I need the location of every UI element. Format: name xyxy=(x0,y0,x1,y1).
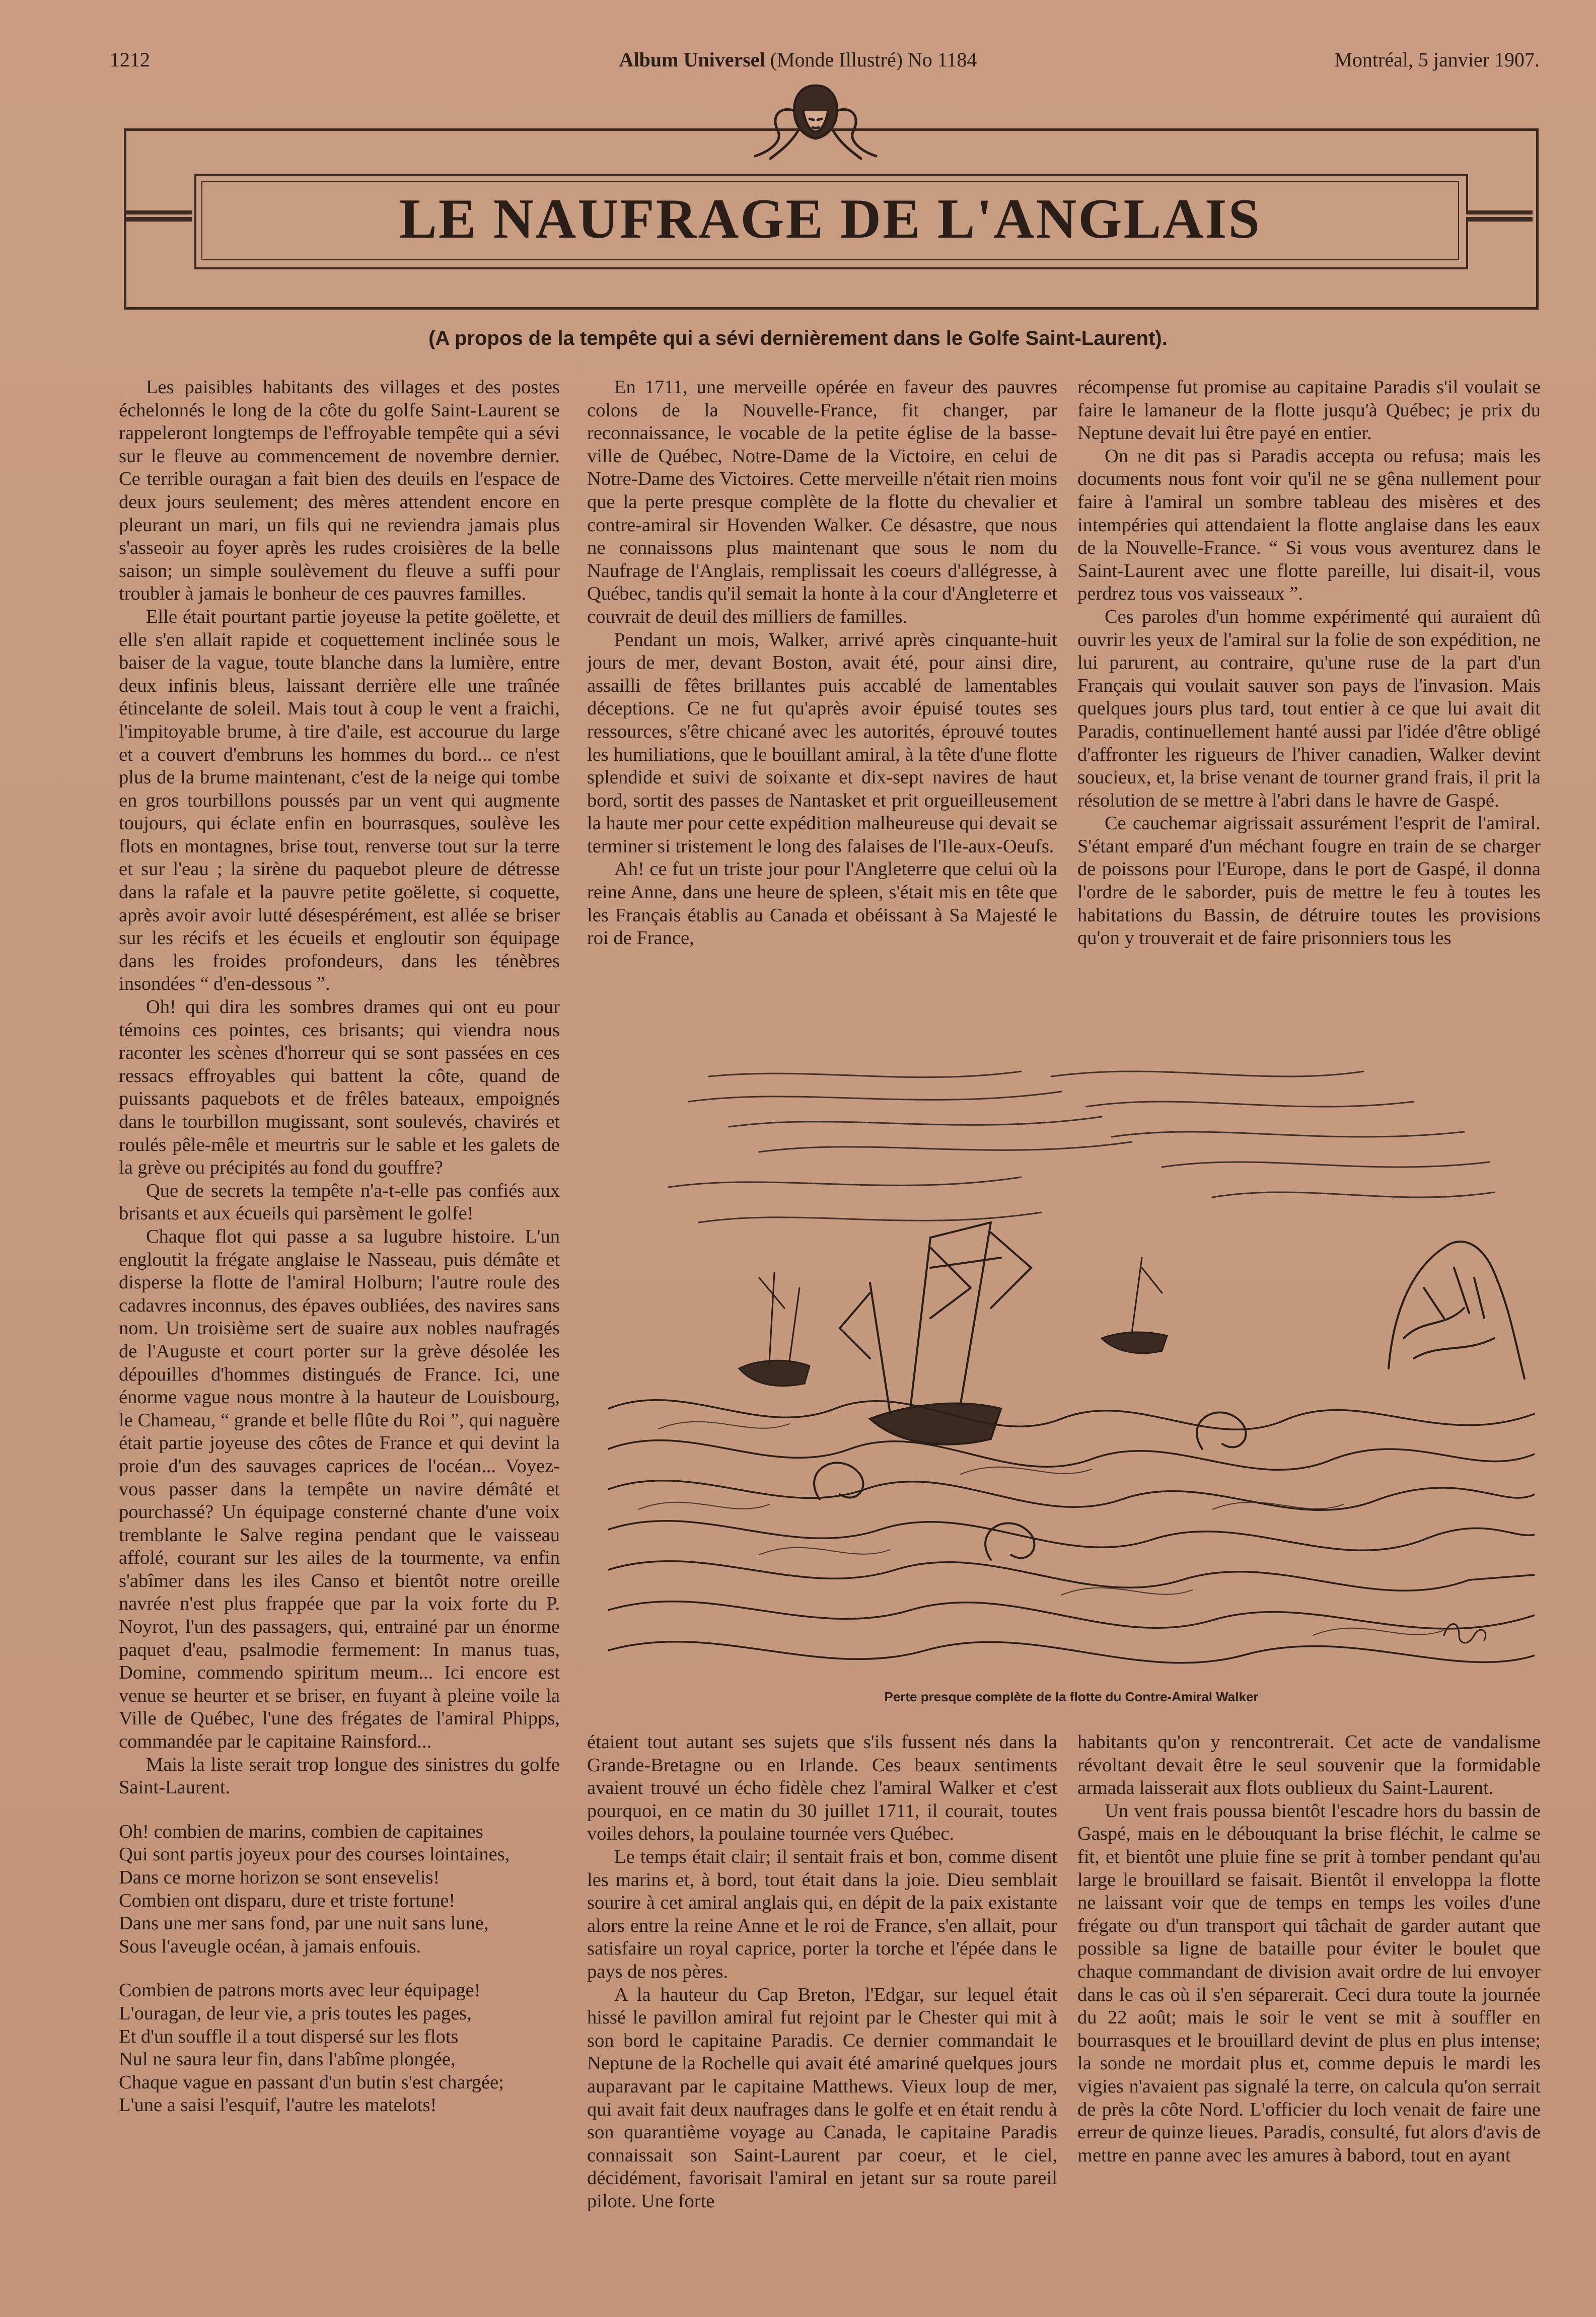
frame-bar-left xyxy=(126,210,192,222)
poem-line: Qui sont partis joyeux pour des courses lointaines, xyxy=(119,1844,510,1865)
page-number: 1212 xyxy=(110,48,150,71)
paragraph: étaient tout autant ses sujets que s'ils fussent nés dans la Grande-Bretagne ou en Irlande. Ces beaux sentiments avaient trouvé un écho fidèle chez l'amiral Walker et c'est pourquoi, en ce matin du 30 juillet 1711, il courait, toutes voiles dehors, la poulaine tournée vers Québec. xyxy=(587,1731,1057,1845)
text-column-2-continued xyxy=(587,1731,1057,2213)
poem-line: Chaque vague en passant d'un butin s'est chargée; xyxy=(119,2071,504,2093)
paragraph: Un vent frais poussa bientôt l'escadre hors du bassin de Gaspé, mais en le débouquant la brise fléchit, le calme se fit, et bientôt une pluie fine se prit à tomber pendant qu'au large le brouillard se faisait. Bientôt il enveloppa la flotte ne laissant voir que de temps en temps les voiles d'une frégate ou d'un transport qui tâchait de garder autant que possible sa ligne de bataille pour éviter le boulet que chaque commandant de division avait ordre de lui envoyer dans le cas où il s'en séparerait. Ceci dura toute la journée du 22 août; mais le soir le vent se mit à souffler en bourrasques et le brouillard devint de plus en plus intense; la sonde ne mordait plus et, comme depuis le mardi les vigies n'avaient pas signalé la terre, on calcula qu'on serrait de près la côte Nord. L'officier du loch venait de faire une erreur de quinze lieues. Paradis, consulté, fut alors d'avis de mettre en panne avec les amures à babord, tout en ayant xyxy=(1077,1800,1541,2166)
poem-line: Combien ont disparu, dure et triste fortune! xyxy=(119,1890,456,1911)
issue-date: Montréal, 5 janvier 1907. xyxy=(1334,48,1540,71)
paragraph: Ces paroles d'un homme expérimenté qui auraient dû ouvrir les yeux de l'amiral sur la folie de son expédition, ne lui parurent, au contraire, qu'une ruse de la part d'un Français qui voulait sauver son pays de l'invasion. Mais quelques jours plus tard, tout entier à ce que lui avait dit Paradis, continuellement hanté aussi par l'idée d'être obligé d'affronter les rigueurs de l'hiver canadien, Walker devint soucieux, et, la brise venant de tourner grand frais, il prit la résolution de se mettre à l'abri dans le havre de Gaspé. xyxy=(1077,606,1541,811)
paragraph: Elle était pourtant partie joyeuse la petite goëlette, et elle s'en allait rapide et coquettement inclinée sous le baiser de la vague, toute blanche dans la lumière, entre deux infinis bleus, laissant derrière elle une traînée étincelante de soleil. Mais tout à coup le vent a fraichi, l'impitoyable brume, à tire d'aile, est accourue du large et a couvert d'embruns les hommes du bord... ce n'est plus de la brume maintenant, c'est de la neige qui tombe en gros tourbillons poussés par un vent qui augmente toujours, qui éclate enfin en bourrasques, soulève les flots en montagnes, brise tout, renverse tout sur la terre et sur l'eau ; la sirène du paquebot pleure de détresse dans la rafale et la pauvre petite goëlette, si coquette, après avoir avoir lutté désespérément, est allée se briser sur les récifs et les écueils et engloutir son équipage dans les froides profondeurs, dans les ténèbres insondées “ d'en-dessous ”. xyxy=(119,606,560,995)
paragraph: Les paisibles habitants des villages et des postes échelonnés le long de la côte du golfe Saint-Laurent se rappeleront longtemps de l'effroyable tempête qui a sévi sur le fleuve au commencement de novembre dernier. Ce terrible ouragan a fait bien des deuils en l'espace de deux jours seulement; des mères attendent encore en pleurant un mari, un fils qui ne reviendra jamais plus s'asseoir au foyer après les rudes croisières de la belle saison; un simple soulèvement du fleuve a suffi pour troubler à jamais le bonheur de ces pauvres familles. xyxy=(119,377,560,605)
paragraph: Que de secrets la tempête n'a-t-elle pas confiés aux brisants et aux écueils qui parsèment le golfe! xyxy=(119,1180,560,1224)
paragraph: Mais la liste serait trop longue des sinistres du golfe Saint-Laurent. xyxy=(119,1754,560,1798)
publication-note: (Monde Illustré) xyxy=(770,48,903,71)
text-column-2 xyxy=(587,376,1057,950)
poem-line: Oh! combien de marins, combien de capitaines xyxy=(119,1821,483,1842)
paragraph: Le temps était clair; il sentait frais et bon, comme disent les marins et, à bord, tout était dans la joie. Dieu semblait sourire à cet amiral anglais qui, en dépit de la paix existante alors entre la reine Anne et le roi de France, s'en allait, pour satisfaire un royal caprice, porter la torche et l'épée dans le pays de nos pères. xyxy=(587,1846,1057,1982)
poem-line: Nul ne saura leur fin, dans l'abîme plongée, xyxy=(119,2049,456,2070)
paragraph: On ne dit pas si Paradis accepta ou refusa; mais les documents nous font voir qu'il ne se gêna nullement pour faire à l'amiral un sombre tableau des misères et des intempéries qui attendaient la flotte anglaise dans les eaux de la Nouvelle-France. “ Si vous vous aventurez dans le Saint-Laurent avec une flotte pareille, lui disait-il, vous perdrez tous vos vaisseaux ”. xyxy=(1077,445,1541,605)
paragraph: En 1711, une merveille opérée en faveur des pauvres colons de la Nouvelle-France, fit changer, par reconnaissance, le vocable de la petite église de la basse-ville de Québec, Notre-Dame de la Victoire, en celui de Notre-Dame des Victoires. Cette merveille n'était rien moins que la perte presque complète de la flotte du chevalier et contre-amiral sir Hovenden Walker. Ce désastre, que nous ne connaissons plus maintenant que sous le nom du Naufrage de l'Anglais, remplissait les coeurs d'allégresse, à Québec, tandis qu'il semait la honte à la cour d'Angleterre et couvrait de deuil des milliers de familles. xyxy=(587,377,1057,627)
poem-line: L'ouragan, de leur vie, a pris toutes les pages, xyxy=(119,2002,472,2024)
frame-bar-right xyxy=(1466,210,1533,222)
paragraph: Pendant un mois, Walker, arrivé après cinquante-huit jours de mer, devant Boston, avait été, pour ainsi dire, assailli de fêtes brillantes puis accablé de lamentables déceptions. Ce ne fut qu'après avoir épuisé toutes ses ressources, s'être chicané avec les autorités, éprouvé toutes les humiliations, que le bouillant amiral, à la tête d'une flotte splendide et suivi de soixante et dix-sept navires de haut bord, sortit des passes de Nantasket et prit orgueilleusement la haute mer pour cette expédition malheureuse qui devait se terminer si tristement le long des falaises de l'Ile-aux-Oeufs. xyxy=(587,629,1057,857)
paragraph: habitants qu'on y rencontrerait. Cet acte de vandalisme révoltant devait être le seul souvenir que la formidable armada laisserait aux flots oublieux du Saint-Laurent. xyxy=(1077,1731,1541,1799)
text-column-1 xyxy=(119,376,560,2117)
poem-line: Sous l'aveugle océan, à jamais enfouis. xyxy=(119,1935,421,1957)
paragraph: Oh! qui dira les sombres drames qui ont eu pour témoins ces pointes, ces brisants; qui viendra nous raconter les scènes d'horreur qui se sont passées en ces ressacs effroyables qui battent la côte, quand de puissants paquebots et de frêles bateaux, empoignés dans le tourbillon mugissant, sont soulevés, chavirés et roulés pêle-mêle et meurtris sur le sable et les galets de la grève ou précipités au fond du gouffre? xyxy=(119,996,560,1179)
woman-head-ornament-icon xyxy=(750,76,881,164)
text-column-3 xyxy=(1077,376,1541,950)
poem-line: L'une a saisi l'esquif, l'autre les matelots! xyxy=(119,2094,437,2116)
text-column-3-continued xyxy=(1077,1731,1541,2167)
poem-stanza-2 xyxy=(119,1979,560,2117)
poem-line: Dans une mer sans fond, par une nuit sans lune, xyxy=(119,1913,489,1934)
poem-line: Et d'un souffle il a tout dispersé sur les flots xyxy=(119,2025,459,2047)
paragraph: Ah! ce fut un triste jour pour l'Angleterre que celui où la reine Anne, dans une heure de spleen, s'était mis en tête que les Français établis au Canada et obéissant à Sa Majesté le roi de France, xyxy=(587,858,1057,949)
article-subtitle: (A propos de la tempête qui a sévi dernièrement dans le Golfe Saint-Laurent). xyxy=(428,327,1168,349)
publication-name: Album Universel xyxy=(619,48,765,71)
illustration-caption: Perte presque complète de la flotte du Contre-Amiral Walker xyxy=(884,1689,1259,1704)
storm-shipwreck-illustration-icon xyxy=(608,1056,1535,1684)
issue-number: No 1184 xyxy=(907,48,977,71)
article-headline: LE NAUFRAGE DE L'ANGLAIS xyxy=(399,188,1261,250)
poem-line: Dans ce morne horizon se sont ensevelis! xyxy=(119,1867,440,1888)
paragraph: Chaque flot qui passe a sa lugubre histoire. L'un engloutit la frégate anglaise le Nasseau, puis démâte et disperse la flotte de l'amiral Holburn; l'autre roule des cadavres inconnus, des épaves oubliées, des navires sans nom. Un troisième sert de suaire aux nobles naufragés de l'Auguste et court porter sur la grève désolée les dépouilles d'hommes distingués de France. Ici, une énorme vague nous montre à la hauteur de Louisbourg, le Chameau, “ grande et belle flûte du Roi ”, qui naguère était partie joyeuse des côtes de France et qui devint la proie d'un des sauvages caprices de l'océan... Voyez-vous passer dans la tempête un navire démâté et pourchassé? Un équipage consterné chante d'une voix tremblante le Salve regina pendant que le vaisseau affolé, courant sur les ailes de la tourmente, va enfin s'abîmer dans les iles Canso et bientôt notre oreille navrée n'est plus frappée que par la voix forte du P. Noyrot, l'un des passagers, qui, entrainé par un énorme paquet d'eau, psalmodie fermement: In manus tuas, Domine, commendo spiritum meum... Ici encore est venue se heurter et se briser, en fuyant à pleine voile la Ville de Québec, l'une des frégates de l'amiral Phipps, commandée par le capitaine Rainsford... xyxy=(119,1225,560,1753)
paragraph: Ce cauchemar aigrissait assurément l'esprit de l'amiral. S'étant emparé d'un méchant fougre en train de se charger de poissons pour l'Europe, dans le port de Gaspé, il donna l'ordre de le saborder, puis de mettre le feu à toutes les habitations du Bassin, de détruire toutes les provisions qu'on y trouverait et de faire prisonniers tous les xyxy=(1077,813,1541,949)
poem-line: Combien de patrons morts avec leur équipage! xyxy=(119,1980,481,2001)
paragraph: A la hauteur du Cap Breton, l'Edgar, sur lequel était hissé le pavillon amiral fut rejoint par le Chester qui mit à son bord le capitaine Paradis. Ce dernier commandait le Neptune de la Rochelle qui avait été amariné quelques jours auparavant par le capitaine Matthews. Vieux loup de mer, qui avait fait deux naufrages dans le golfe et en était rendu à son quarantième voyage au Canada, le capitaine Paradis connaissait son Saint-Laurent par coeur, et le ciel, décidément, favorisait l'amiral en jetant sur sa route pareil pilote. Une forte xyxy=(587,1984,1057,2212)
paragraph: récompense fut promise au capitaine Paradis s'il voulait se faire le lamaneur de la flotte jusqu'à Québec; je prix du Neptune devait lui être payé en entier. xyxy=(1077,377,1541,444)
poem-stanza-1 xyxy=(119,1821,560,1959)
